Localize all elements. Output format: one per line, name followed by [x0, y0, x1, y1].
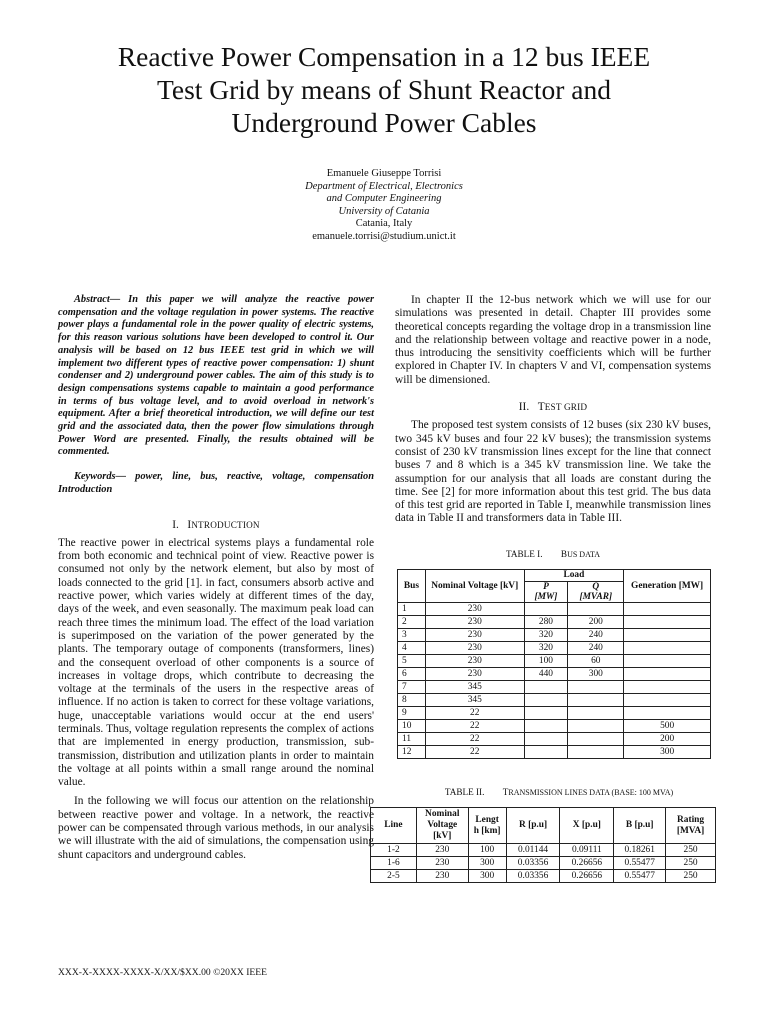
table-cell: 22: [425, 707, 524, 720]
table-cell: 345: [425, 681, 524, 694]
transmission-lines-table: [370, 807, 716, 883]
table2-caption: [395, 786, 711, 799]
table-cell: 230: [416, 870, 468, 883]
table-cell: 230: [425, 629, 524, 642]
table-cell: 250: [666, 857, 716, 870]
table-cell: 300: [468, 857, 506, 870]
left-column: [58, 294, 374, 862]
header-p-label: P: [543, 582, 549, 593]
table-cell: 230: [425, 616, 524, 629]
table-cell: 200: [624, 733, 711, 746]
table-header-cell: Rating [MVA]: [666, 808, 716, 844]
table-cell: 1: [398, 603, 426, 616]
table-row: [398, 694, 711, 707]
table-cell: 240: [568, 629, 624, 642]
table-cell: 0.03356: [506, 870, 560, 883]
section-number: I.: [172, 518, 179, 531]
table-label: TABLE II.: [444, 787, 485, 798]
table-cell: [524, 733, 568, 746]
table-header-cell: B [p.u]: [614, 808, 666, 844]
table-row: [398, 616, 711, 629]
header-q-unit: [MVAR]: [579, 592, 613, 603]
table-cell: 5: [398, 655, 426, 668]
table-cell: 230: [425, 603, 524, 616]
table-cell: 345: [425, 694, 524, 707]
header-p-unit: [MW]: [534, 592, 558, 603]
table-header-cell: Lengt h [km]: [468, 808, 506, 844]
title-line: Underground Power Cables: [231, 107, 537, 138]
table-cell: 500: [624, 720, 711, 733]
table-cell: 22: [425, 733, 524, 746]
table-cell: 0.26656: [560, 870, 614, 883]
table-cell: [568, 681, 624, 694]
header-q: [568, 582, 624, 603]
table-row: [371, 844, 716, 857]
header-q-label: Q: [592, 582, 600, 593]
copyright-footer: XXX-X-XXXX-XXXX-X/XX/$XX.00 ©20XX IEEE: [58, 967, 267, 978]
author-name: Emanuele Giuseppe Torrisi: [326, 168, 442, 179]
table-cell: 7: [398, 681, 426, 694]
table-row: [371, 857, 716, 870]
table-cell: 300: [568, 668, 624, 681]
table-cell: 250: [666, 870, 716, 883]
body-paragraph: The reactive power in electrical systems plays a fundamental role from both economic and technical point of view. Reactive power is consumed not only by the network element, but also by most of loads connected to the grid [1]. in fact, consumers absorb active and reactive power, which varies widely at different times of the day, days of the week, and even seasonally. The maximum peak load can reach three times the minimum load. The effect of the load variation is superimposed on the variation of the power generated by the plants. The temporary outage of components (transformers, lines) and the consequent overload of other components is a source of increases in voltage drops, which contribute to decreasing the voltage at the terminals of the users in the respective areas of influence. If no action is taken to correct for these voltage variations, huge, unacceptable variations would occur at the end users' terminals. Thus, voltage regulation represents the complex of actions that are implemented in energy production, transmission, sub-transmission, distribution and utilization plants in order to maintain the voltage at all points within a small range around the nominal value.: [58, 536, 374, 789]
table-row: [398, 668, 711, 681]
table-cell: 0.55477: [614, 870, 666, 883]
table-cell: [624, 642, 711, 655]
author-email[interactable]: emanuele.torrisi@studium.unict.it: [312, 230, 456, 242]
table-cell: 0.03356: [506, 857, 560, 870]
table-cell: 10: [398, 720, 426, 733]
table-cell: 250: [666, 844, 716, 857]
table-cell: 320: [524, 629, 568, 642]
table-cell: 0.01144: [506, 844, 560, 857]
table-cell: [524, 603, 568, 616]
header-bus: Bus: [398, 570, 426, 603]
table-cell: 300: [624, 746, 711, 759]
bus-data-table: [397, 569, 711, 759]
header-generation: Generation [MW]: [624, 570, 711, 603]
table-cell: 230: [425, 655, 524, 668]
table-cell: 300: [468, 870, 506, 883]
keywords-lead: Keywords—: [74, 471, 126, 483]
table-cell: 440: [524, 668, 568, 681]
author-block: [0, 168, 768, 244]
table-cell: 230: [425, 642, 524, 655]
table-cell: [624, 655, 711, 668]
table-cell: [568, 694, 624, 707]
table-cell: 1-2: [371, 844, 417, 857]
author-affiliation: Department of Electrical, Electronics: [305, 180, 463, 192]
abstract-text: In this paper we will analyze the reactive power compensation and the voltage regulation in power systems. The reactive power plays a fundamental role in the power quality of electric systems, for this reason various solutions have been developed to control it. Our analysis will be based on 12 bus IEEE test grid in which we will implement two different types of reactive power compensation: 1) shunt condenser and 2) underground power cables. The aim of this study is to design compensations systems capable to maintain a good performance in terms of bus voltage level, and to avoid overload in network's equipment. After a brief theoretical introduction, we will define our test grid and the associated data, then the power flow simulations through Power Word are presented. Finally, the results obtained will be commented.: [58, 294, 374, 458]
table-cell: [624, 603, 711, 616]
keywords: [58, 471, 374, 496]
table-cell: [568, 603, 624, 616]
table-cell: [624, 694, 711, 707]
body-paragraph: In the following we will focus our attention on the relationship between reactive power and voltage. In a network, the reactive power can be compensated through various methods, in our analysis we will illustrate with the aid of simulations, the compensation using shunt capacitors and underground cables.: [58, 795, 374, 861]
paper-title: [40, 40, 728, 139]
table-cell: [624, 681, 711, 694]
table-caption-initial: T: [502, 787, 509, 798]
bus-data-body: [398, 603, 711, 759]
table-header-row: [371, 808, 716, 844]
right-column: [384, 294, 711, 883]
author-location: Catania, Italy: [355, 218, 413, 230]
table-cell: 12: [398, 746, 426, 759]
table-cell: 6: [398, 668, 426, 681]
table-row: [398, 629, 711, 642]
abstract: [58, 294, 374, 459]
section-number: II.: [518, 401, 530, 414]
table-cell: 0.26656: [560, 857, 614, 870]
author-affiliation: University of Catania: [338, 205, 430, 217]
table-row: [398, 720, 711, 733]
table-cell: 240: [568, 642, 624, 655]
table-cell: [524, 694, 568, 707]
table-cell: [524, 746, 568, 759]
section-heading-introduction: [58, 519, 374, 532]
table-cell: 2-5: [371, 870, 417, 883]
table-cell: [624, 707, 711, 720]
table-cell: [524, 681, 568, 694]
table-cell: 8: [398, 694, 426, 707]
table-row: [398, 681, 711, 694]
section-rest: NTRODUCTION: [191, 519, 260, 530]
table-caption-initial: B: [560, 548, 568, 559]
title-line: Test Grid by means of Shunt Reactor and: [156, 74, 612, 105]
table-cell: [624, 668, 711, 681]
author-affiliation: and Computer Engineering: [326, 193, 442, 205]
table-row: [398, 642, 711, 655]
table-header-cell: X [p.u]: [560, 808, 614, 844]
section-initial: I: [187, 518, 192, 531]
table-header-cell: Nominal Voltage [kV]: [416, 808, 468, 844]
table-cell: 320: [524, 642, 568, 655]
table-cell: [568, 746, 624, 759]
section-initial: T: [537, 401, 545, 414]
table-caption-rest: US DATA: [567, 549, 600, 559]
table-cell: 0.18261: [614, 844, 666, 857]
table-cell: 22: [425, 720, 524, 733]
body-paragraph: The proposed test system consists of 12 buses (six 230 kV buses, two 345 kV buses and four 22 kV buses); the transmission systems consist of 230 kV transmission lines except for the line that connect buses 7 and 8 which is a 345 kV transmission line. We take the assumption for our analysis that all loads are constant during the time. See [2] for more information about this test grid. The bus data of this test grid are reported in Table I, meanwhile transmission lines data in Table II and transformers data in Table III.: [395, 419, 711, 525]
section-rest: EST GRID: [544, 402, 588, 413]
table-row: [398, 733, 711, 746]
table-row: [398, 746, 711, 759]
table-cell: [524, 720, 568, 733]
table-cell: 230: [416, 857, 468, 870]
table-cell: 60: [568, 655, 624, 668]
table-cell: 230: [416, 844, 468, 857]
abstract-lead: Abstract—: [74, 294, 121, 305]
transmission-lines-body: [371, 844, 716, 883]
table-cell: [568, 733, 624, 746]
keywords-text: power, line, bus, reactive, voltage, compensation Introduction: [58, 471, 374, 495]
section-heading-test-grid: [395, 401, 711, 414]
table-cell: [624, 616, 711, 629]
table-row: [371, 870, 716, 883]
table-cell: 0.09111: [560, 844, 614, 857]
table-row: [398, 707, 711, 720]
table-cell: [568, 720, 624, 733]
body-paragraph: In chapter II the 12-bus network which we will use for our simulations was presented in detail. Chapter III provides some theoretical concepts regarding the voltage drop in a transmission line and the relationship between voltage and reactive power in a node, thus introducing the sensitivity coefficients which will be further explored in Chapter IV. In chapters V and VI, compensation systems will be dimensioned.: [395, 294, 711, 386]
table-cell: 100: [468, 844, 506, 857]
table-cell: 280: [524, 616, 568, 629]
table-row: [398, 603, 711, 616]
header-nominal-voltage: Nominal Voltage [kV]: [425, 570, 524, 603]
table-cell: [568, 707, 624, 720]
table-cell: 3: [398, 629, 426, 642]
table-cell: 100: [524, 655, 568, 668]
header-p: [524, 582, 568, 603]
table1-caption: [395, 548, 711, 561]
title-line: Reactive Power Compensation in a 12 bus IEEE: [117, 41, 651, 72]
header-load: Load: [524, 570, 624, 582]
table-cell: 9: [398, 707, 426, 720]
table-cell: 0.55477: [614, 857, 666, 870]
table-cell: 11: [398, 733, 426, 746]
table-cell: [524, 707, 568, 720]
table-caption-rest: RANSMISSION LINES DATA (BASE: 100 MVA): [508, 788, 674, 798]
table-header-cell: Line: [371, 808, 417, 844]
table-cell: 22: [425, 746, 524, 759]
table-cell: 200: [568, 616, 624, 629]
table-cell: 230: [425, 668, 524, 681]
table-cell: 1-6: [371, 857, 417, 870]
table-cell: 4: [398, 642, 426, 655]
table-cell: 2: [398, 616, 426, 629]
table-header-cell: R [p.u]: [506, 808, 560, 844]
table-label: TABLE I.: [506, 548, 543, 559]
table-cell: [624, 629, 711, 642]
table-row: [398, 655, 711, 668]
